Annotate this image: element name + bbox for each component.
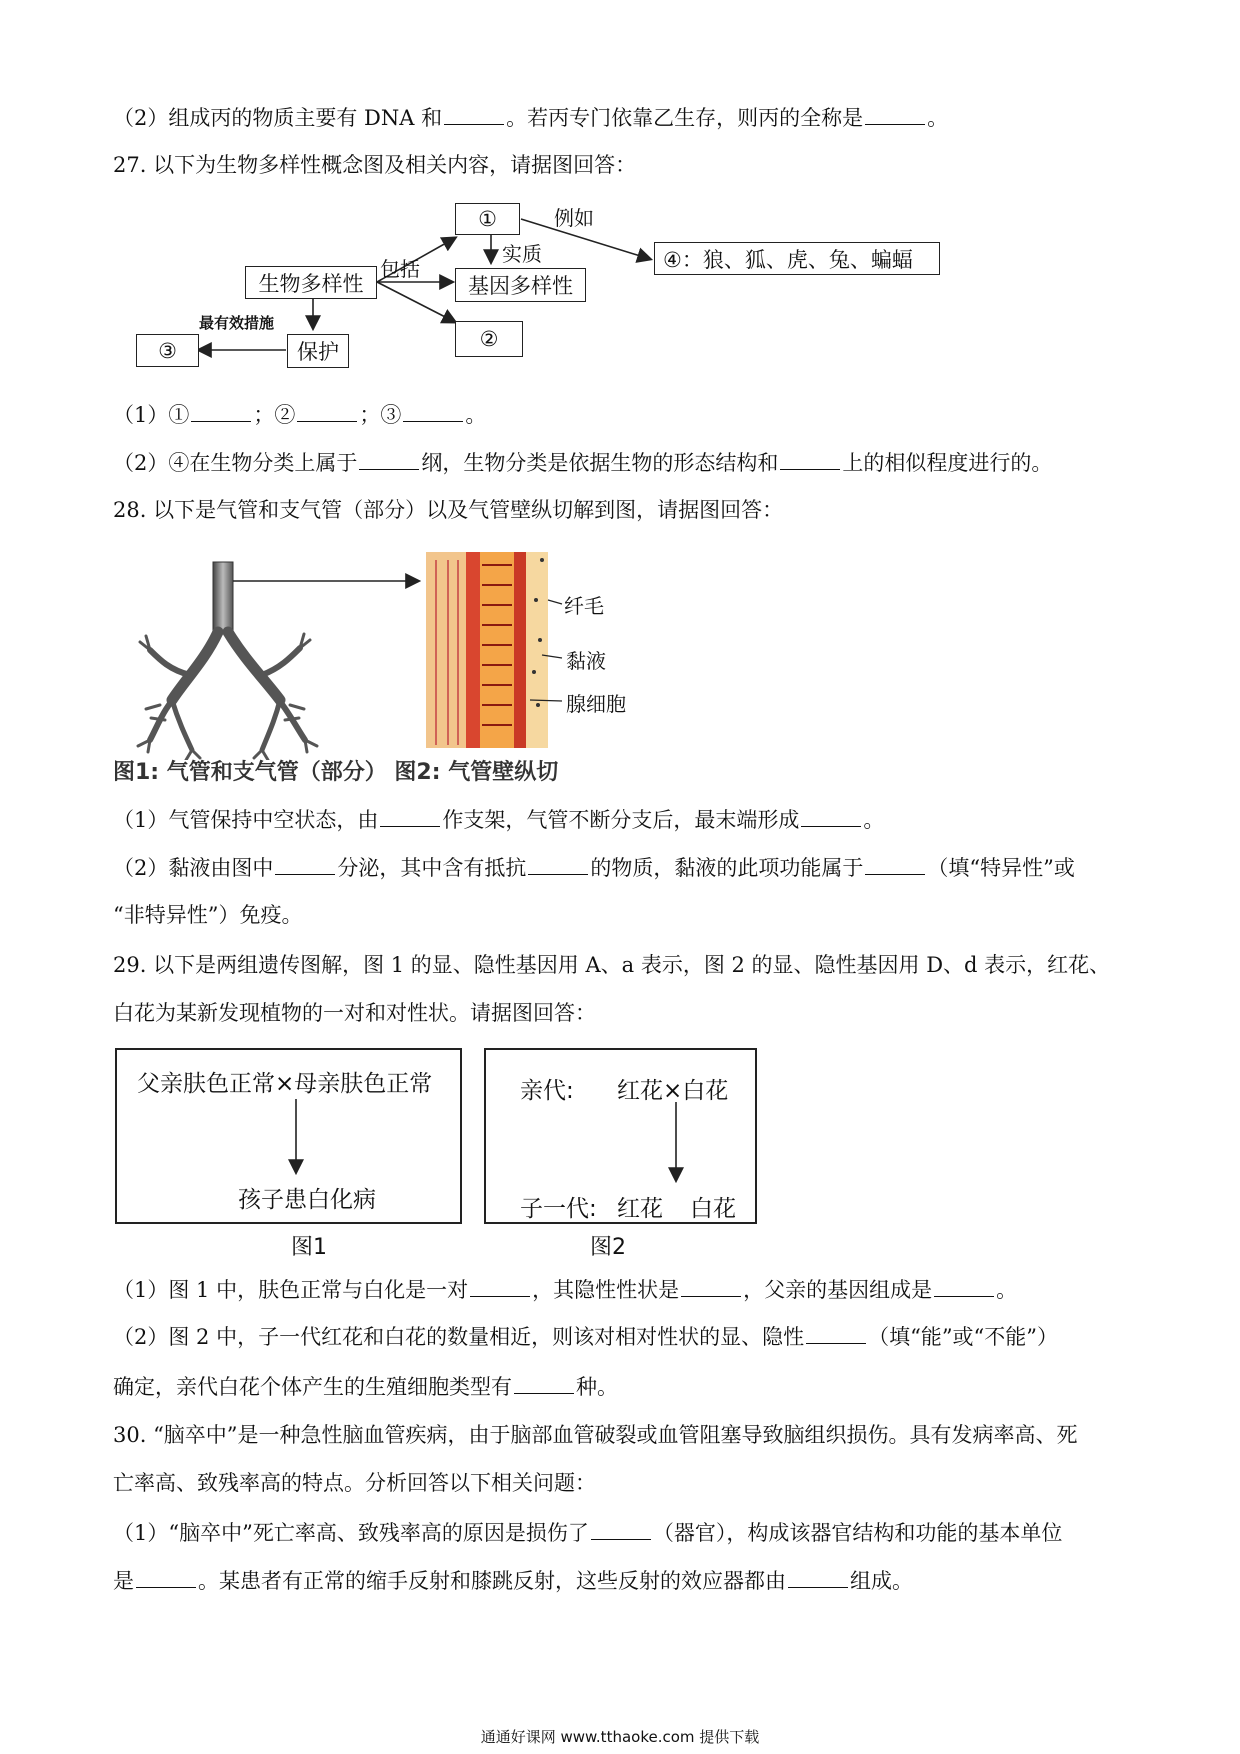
q28-part1: （1）气管保持中空状态，由 作支架，气管不断分支后，最末端形成 。 — [113, 808, 885, 832]
node-4: ④：狼、狐、虎、兔、蝙蝠 — [654, 242, 940, 275]
q29-title-line1: 29. 以下是两组遗传图解，图 1 的显、隐性基因用 A、a 表示，图 2 的显、隐性基因用 D、d 表示，红花、 — [113, 953, 1111, 977]
figure-caption: 图1: 气管和支气管（部分） 图2: 气管壁纵切 — [113, 760, 559, 785]
label-cilia: 纤毛 — [564, 594, 604, 618]
label-mucus: 黏液 — [566, 649, 606, 673]
page-footer: 通通好课网 www.tthaoke.com 提供下载 — [480, 1728, 760, 1746]
label-gland-cell: 腺细胞 — [566, 692, 626, 716]
q28-part2-cont: “非特异性”）免疫。 — [113, 903, 303, 927]
q29-part1: （1）图 1 中，肤色正常与白化是一对 ，其隐性性状是 ，父亲的基因组成是 。 — [113, 1278, 1018, 1302]
q30-title-line2: 亡率高、致残率高的特点。分析回答以下相关问题： — [113, 1471, 596, 1495]
answer-blank[interactable] — [136, 1567, 196, 1588]
node-gene-diversity: 基因多样性 — [455, 268, 586, 302]
node-1: ① — [455, 203, 520, 235]
q29-title-line2: 白花为某新发现植物的一对和对性状。请据图回答： — [113, 1001, 596, 1025]
q27-title: 27. 以下为生物多样性概念图及相关内容，请据图回答： — [113, 153, 637, 177]
q27-part2: （2）④在生物分类上属于 纲，生物分类是依据生物的形态结构和 上的相似程度进行的。 — [113, 451, 1053, 475]
q29-part2: （2）图 2 中，子一代红花和白花的数量相近，则该对相对性状的显、隐性 （填“能”或“不能”） — [113, 1325, 1059, 1349]
answer-blank[interactable] — [681, 1276, 741, 1297]
answer-blank[interactable] — [806, 1323, 866, 1344]
edge-label-best-measure: 最有效措施 — [199, 314, 275, 332]
fig2-caption: 图2 — [590, 1235, 626, 1260]
fig1-child: 孩子患白化病 — [238, 1187, 376, 1213]
answer-blank[interactable] — [470, 1276, 530, 1297]
edge-label-example: 例如 — [554, 206, 594, 230]
fig2-parent-cross: 红花×白花 — [617, 1078, 729, 1104]
q28-title: 28. 以下是气管和支气管（部分）以及气管壁纵切解到图，请据图回答： — [113, 498, 784, 522]
fig1-parents: 父亲肤色正常×母亲肤色正常 — [137, 1071, 433, 1097]
edge-label-include: 包括 — [380, 257, 420, 281]
fig2-child-label: 子一代: — [520, 1196, 597, 1222]
answer-blank[interactable] — [591, 1519, 651, 1540]
edge-label-essence: 实质 — [502, 242, 542, 266]
node-2: ② — [455, 321, 523, 357]
node-biodiversity: 生物多样性 — [245, 266, 377, 299]
q30-title-line1: 30. “脑卒中”是一种急性脑血管疾病，由于脑部血管破裂或血管阻塞导致脑组织损伤。具有发病率高、死 — [113, 1423, 1078, 1447]
fig2-child-red: 红花 — [617, 1196, 663, 1222]
q30-part1-cont: 是 。某患者有正常的缩手反射和膝跳反射，这些反射的效应器都由 组成。 — [113, 1569, 913, 1593]
answer-blank[interactable] — [788, 1567, 848, 1588]
q26-part2: （2）组成丙的物质主要有 DNA 和 。若丙专门依靠乙生存，则丙的全称是 。 — [113, 106, 949, 130]
q27-part1: （1）① ；② ；③ 。 — [113, 403, 487, 427]
fig1-caption: 图1 — [291, 1235, 327, 1260]
fig2-child-white: 白花 — [690, 1196, 736, 1222]
fig2-parent-label: 亲代: — [520, 1078, 574, 1104]
q28-part2: （2）黏液由图中 分泌，其中含有抵抗 的物质，黏液的此项功能属于 （填“特异性”或 — [113, 856, 1075, 880]
node-protect: 保护 — [287, 334, 349, 368]
answer-blank[interactable] — [934, 1276, 994, 1297]
q29-part2-cont: 确定，亲代白花个体产生的生殖细胞类型有 种。 — [113, 1375, 618, 1399]
node-3: ③ — [136, 334, 199, 367]
answer-blank[interactable] — [514, 1373, 574, 1394]
q30-part1: （1）“脑卒中”死亡率高、致残率高的原因是损伤了 （器官），构成该器官结构和功能的基本单位 — [113, 1521, 1063, 1545]
